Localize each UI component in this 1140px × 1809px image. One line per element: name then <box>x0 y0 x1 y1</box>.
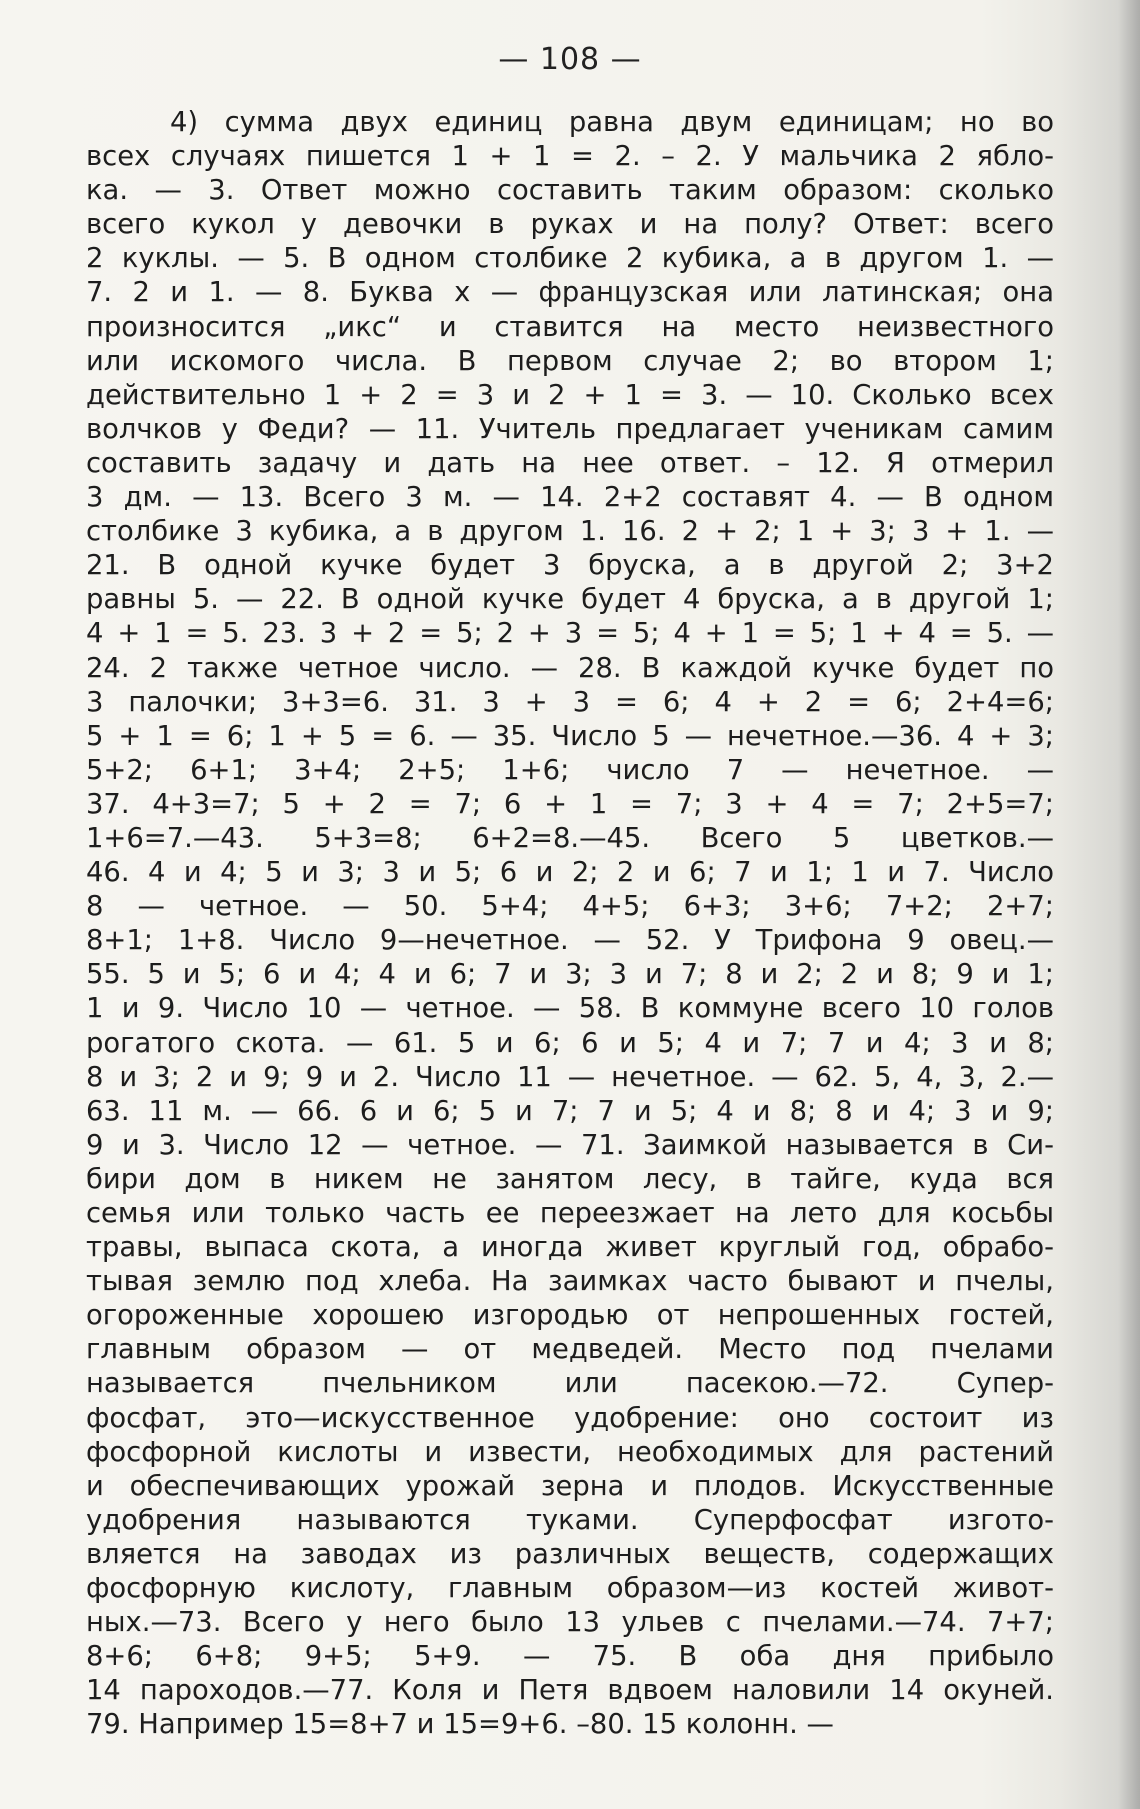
text-line: 4) сумма двух единиц равна двум единицам; но во <box>170 107 1054 138</box>
text-line: удобрения называются туками. Суперфосфат изгото- <box>86 1504 1054 1536</box>
text-line: называется пчельником или пасекою.—72. Супер- <box>86 1368 1054 1400</box>
text-line: тывая землю под хлеба. На заимках часто бывают и пчелы, <box>86 1266 1054 1298</box>
text-line: 8+1; 1+8. Число 9—нечетное. — 52. У Трифона 9 овец.— <box>86 925 1054 957</box>
page-number: — 108 — <box>498 42 642 77</box>
text-line: рогатого скота. — 61. 5 и 6; 6 и 5; 4 и 7; 7 и 4; 3 и 8; <box>86 1027 1054 1059</box>
text-line: столбике 3 кубика, а в другом 1. 16. 2 + 2; 1 + 3; 3 + 1. — <box>86 516 1054 548</box>
text-line: вляется на заводах из различных веществ, содержащих <box>86 1538 1054 1570</box>
text-line: 79. Например 15=8+7 и 15=9+6. –80. 15 колонн. — <box>86 1709 834 1741</box>
text-line: 8+6; 6+8; 9+5; 5+9. — 75. В оба дня прибыло <box>86 1641 1054 1673</box>
text-line: 8 — четное. — 50. 5+4; 4+5; 6+3; 3+6; 7+2; 2+7; <box>86 891 1054 923</box>
text-line: ных.—73. Всего у него было 13 ульев с пчелами.—74. 7+7; <box>86 1607 1054 1639</box>
text-line: 7. 2 и 1. — 8. Буква x — французская или латинская; она <box>86 277 1054 309</box>
text-line: 3 дм. — 13. Всего 3 м. — 14. 2+2 составят 4. — В одном <box>86 482 1054 514</box>
text-line: 1+6=7.—43. 5+3=8; 6+2=8.—45. Всего 5 цветков.— <box>86 822 1054 854</box>
text-line: равны 5. — 22. В одной кучке будет 4 бруска, а в другой 1; <box>86 584 1054 616</box>
text-line: 21. В одной кучке будет 3 бруска, а в другой 2; 3+2 <box>86 550 1054 582</box>
text-line: 4 + 1 = 5. 23. 3 + 2 = 5; 2 + 3 = 5; 4 + 1 = 5; 1 + 4 = 5. — <box>86 618 1054 650</box>
text-line: или искомого числа. В первом случае 2; во втором 1; <box>86 345 1054 377</box>
text-line: главным образом — от медведей. Место под пчелами <box>86 1334 1054 1366</box>
text-line: всего кукол у девочки в руках и на полу? Ответ: всего <box>86 209 1054 241</box>
text-line: 5+2; 6+1; 3+4; 2+5; 1+6; число 7 — нечетное. — <box>86 754 1054 786</box>
text-line: фосфат, это—искусственное удобрение: оно состоит из <box>86 1402 1054 1434</box>
text-line: 9 и 3. Число 12 — четное. — 71. Заимкой называется в Си- <box>86 1129 1054 1161</box>
answers-text-block <box>86 106 1054 1743</box>
text-line: составить задачу и дать на нее ответ. – 12. Я отмерил <box>86 447 1054 479</box>
text-line: всех случаях пишется 1 + 1 = 2. – 2. У мальчика 2 ябло- <box>86 141 1054 173</box>
text-line: 2 куклы. — 5. В одном столбике 2 кубика, а в другом 1. — <box>86 243 1054 275</box>
text-line: фосфорной кислоты и извести, необходимых для растений <box>86 1436 1054 1468</box>
text-line: волчков у Феди? — 11. Учитель предлагает ученикам самим <box>86 413 1054 445</box>
text-line: 63. 11 м. — 66. 6 и 6; 5 и 7; 7 и 5; 4 и 8; 8 и 4; 3 и 9; <box>86 1095 1054 1127</box>
text-line: 24. 2 также четное число. — 28. В каждой кучке будет по <box>86 652 1054 684</box>
page-edge-shadow <box>1118 0 1140 1809</box>
text-line: 55. 5 и 5; 6 и 4; 4 и 6; 7 и 3; 3 и 7; 8 и 2; 2 и 8; 9 и 1; <box>86 959 1054 991</box>
text-line: и обеспечивающих урожай зерна и плодов. Искусственные <box>86 1470 1054 1502</box>
text-line: семья или только часть ее переезжает на лето для косьбы <box>86 1198 1054 1229</box>
text-line: 3 палочки; 3+3=6. 31. 3 + 3 = 6; 4 + 2 = 6; 2+4=6; <box>86 686 1054 718</box>
text-line: 14 пароходов.—77. Коля и Петя вдвоем наловили 14 окуней. <box>86 1675 1054 1707</box>
text-line: бири дом в никем не занятом лесу, в тайге, куда вся <box>86 1163 1054 1195</box>
text-line: огороженные хорошею изгородью от непрошенных гостей, <box>86 1300 1054 1332</box>
text-line: 1 и 9. Число 10 — четное. — 58. В коммуне всего 10 голов <box>86 993 1054 1025</box>
text-line: 37. 4+3=7; 5 + 2 = 7; 6 + 1 = 7; 3 + 4 = 7; 2+5=7; <box>86 788 1054 820</box>
text-line: произносится „икс“ и ставится на место неизвестного <box>86 311 1054 343</box>
text-line: 5 + 1 = 6; 1 + 5 = 6. — 35. Число 5 — нечетное.—36. 4 + 3; <box>86 720 1054 752</box>
text-line: 46. 4 и 4; 5 и 3; 3 и 5; 6 и 2; 2 и 6; 7 и 1; 1 и 7. Число <box>86 857 1054 889</box>
text-line: травы, выпаса скота, а иногда живет круглый год, обрабо- <box>86 1232 1054 1264</box>
text-line: фосфорную кислоту, главным образом—из костей живот- <box>86 1573 1054 1605</box>
text-line: действительно 1 + 2 = 3 и 2 + 1 = 3. — 10. Сколько всех <box>86 379 1054 411</box>
text-line: 8 и 3; 2 и 9; 9 и 2. Число 11 — нечетное. — 62. 5, 4, 3, 2.— <box>86 1061 1054 1093</box>
text-line: ка. — 3. Ответ можно составить таким образом: сколько <box>86 175 1054 207</box>
